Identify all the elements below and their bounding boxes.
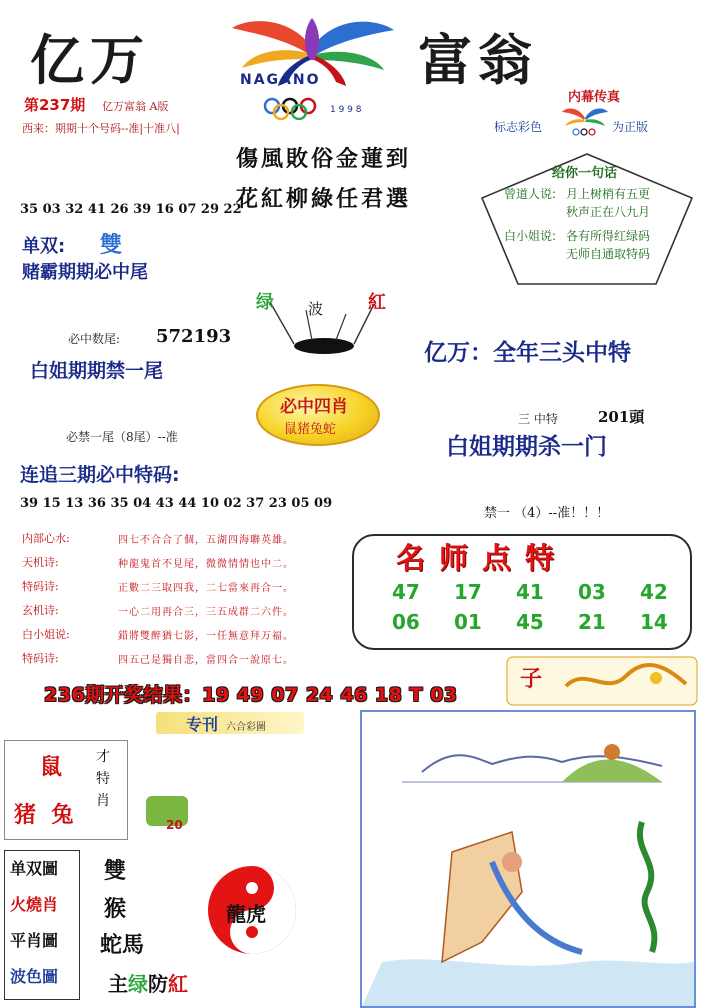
ban-door: 禁一 （4）--准！！！ bbox=[484, 506, 610, 521]
dragon-tiger: 龍虎 bbox=[226, 902, 266, 926]
draw-result: 236期开奖结果：19 49 07 24 46 18 T 03 bbox=[44, 684, 458, 706]
famous-pick-title: 名师点特 bbox=[396, 541, 569, 575]
bai-jie-slogan: 白姐期期杀一门 bbox=[446, 434, 607, 460]
poem-label-5: 白小姐说: bbox=[22, 628, 70, 641]
answer-2: 猴 bbox=[104, 897, 127, 922]
fax-line1-label: 曾道人说: bbox=[504, 187, 557, 201]
headline-poem-line2: 花紅柳綠任君選 bbox=[236, 186, 412, 212]
zodiac-side-text: 才特肖 bbox=[96, 749, 110, 809]
landscape-illustration-icon bbox=[362, 712, 694, 1006]
poem-text-6: 四五己是獨自悲，當四合一說原七。 bbox=[118, 655, 294, 666]
odd-even-label: 单双: bbox=[22, 236, 66, 257]
fax-line4-text: 无师自通取特码 bbox=[566, 247, 651, 261]
bottom-left-panel bbox=[0, 712, 350, 1008]
nagano-logo-icon bbox=[212, 8, 412, 120]
famous-num-r1c1: 47 bbox=[392, 580, 420, 604]
svg-text:1 9 9 8: 1 9 9 8 bbox=[330, 105, 362, 115]
famous-num-r1c3: 41 bbox=[516, 580, 544, 604]
poem-label-2: 天机诗: bbox=[22, 556, 59, 569]
chart-3: 平肖圖 bbox=[10, 931, 59, 950]
chart-4: 波色圖 bbox=[10, 967, 59, 986]
headline-poem-line1: 傷風敗俗金蓮到 bbox=[236, 146, 412, 172]
three-head-label: 三 中特 bbox=[518, 412, 558, 426]
mini-logo-icon bbox=[560, 104, 610, 138]
ban-tail: 必禁一尾（8尾）--准 bbox=[66, 430, 178, 444]
answer-4-green: 绿 bbox=[128, 972, 148, 996]
odd-even-value: 雙 bbox=[100, 233, 123, 258]
chart-1: 单双圖 bbox=[10, 859, 59, 878]
issue-note: 西来：期期十个号码--准|十准八| bbox=[22, 122, 180, 135]
fax-header: 给你一句话 bbox=[552, 166, 618, 181]
fax-right-label: 为正版 bbox=[612, 120, 649, 134]
must-digits-label: 必中数尾: bbox=[68, 332, 121, 346]
odd-even-slogan: 赌霸期期必中尾 bbox=[22, 262, 148, 283]
column-title: 专刊 bbox=[186, 715, 219, 734]
answer-4 bbox=[108, 968, 188, 997]
wave-red: 紅 bbox=[368, 292, 386, 313]
poem-text-1: 四七不合合了個，五湖四海聯英雄。 bbox=[118, 535, 294, 546]
three-head-value: 201頭 bbox=[598, 408, 645, 426]
famous-num-r2c3: 45 bbox=[516, 610, 544, 634]
must-digits-value: 572193 bbox=[156, 326, 232, 347]
fax-line1-text: 月上树梢有五更 bbox=[566, 187, 651, 201]
four-zodiac-title: 必中四肖 bbox=[280, 397, 348, 417]
answer-3: 蛇馬 bbox=[100, 933, 145, 958]
brand-right-title: 富翁 bbox=[418, 28, 538, 92]
answer-1: 雙 bbox=[104, 859, 127, 884]
numbers-row-2: 39 15 13 36 35 04 43 44 10 02 37 23 05 09 bbox=[20, 496, 333, 511]
famous-num-r2c5: 14 bbox=[640, 610, 668, 634]
famous-num-r2c4: 21 bbox=[578, 610, 606, 634]
landscape-illustration-card bbox=[360, 710, 696, 1008]
chase-title: 连追三期必中特码: bbox=[20, 464, 180, 486]
poem-text-3: 正數二三取四我，二七當來再合一。 bbox=[118, 583, 294, 594]
famous-num-r2c2: 01 bbox=[454, 610, 482, 634]
answer-4-red: 紅 bbox=[168, 972, 188, 996]
column-subtitle: 六合彩圖 bbox=[226, 722, 266, 733]
zodiac-mid: 猪 兔 bbox=[14, 803, 74, 828]
issue-edition: 亿万富翁 A版 bbox=[102, 100, 169, 113]
fax-title: 内幕传真 bbox=[568, 90, 621, 105]
famous-num-r1c5: 42 bbox=[640, 580, 668, 604]
badge-number: 20 bbox=[166, 818, 183, 832]
famous-num-r1c4: 03 bbox=[578, 580, 606, 604]
numbers-row-1: 35 03 32 41 26 39 16 07 29 22 bbox=[20, 202, 242, 217]
zodiac-banner-text: 子 bbox=[520, 666, 543, 692]
fax-line3-label: 白小姐说: bbox=[504, 229, 557, 243]
fax-line2-text: 秋声正在八九月 bbox=[566, 205, 651, 219]
must-digits-slogan: 白姐期期禁一尾 bbox=[30, 360, 164, 382]
zodiac-top: 鼠 bbox=[40, 755, 63, 780]
poem-text-4: 一心二用再合三，三五成群二六件。 bbox=[118, 607, 294, 618]
wave-green: 绿 bbox=[256, 292, 274, 313]
wave-middle: 波 bbox=[308, 300, 324, 318]
issue-number: 第237期 bbox=[24, 96, 86, 114]
four-zodiac-value: 鼠猪兔蛇 bbox=[284, 422, 337, 437]
poem-label-3: 特码诗: bbox=[22, 580, 59, 593]
fax-left-label: 标志彩色 bbox=[494, 120, 543, 134]
logo-caption: NAGANO bbox=[240, 72, 321, 88]
answer-4-main: 主 bbox=[108, 972, 128, 996]
poem-text-5: 錯將雙醉猶七影，一任無意拜万福。 bbox=[118, 631, 294, 642]
chart-2: 火燒肖 bbox=[10, 895, 59, 914]
yiwan-slogan: 亿万：全年三头中特 bbox=[424, 340, 631, 366]
brand-left-title: 亿万 bbox=[30, 28, 150, 92]
poem-text-2: 种龍鬼首不見尾，微微情情也中二。 bbox=[118, 559, 294, 570]
poem-label-4: 玄机诗: bbox=[22, 604, 59, 617]
famous-num-r2c1: 06 bbox=[392, 610, 420, 634]
famous-num-r1c2: 17 bbox=[454, 580, 482, 604]
answer-4-rest: 防 bbox=[148, 972, 168, 996]
poem-label-6: 特码诗: bbox=[22, 652, 59, 665]
fax-line3-text: 各有所得红绿码 bbox=[566, 229, 651, 243]
poem-label-1: 内部心水: bbox=[22, 532, 70, 545]
